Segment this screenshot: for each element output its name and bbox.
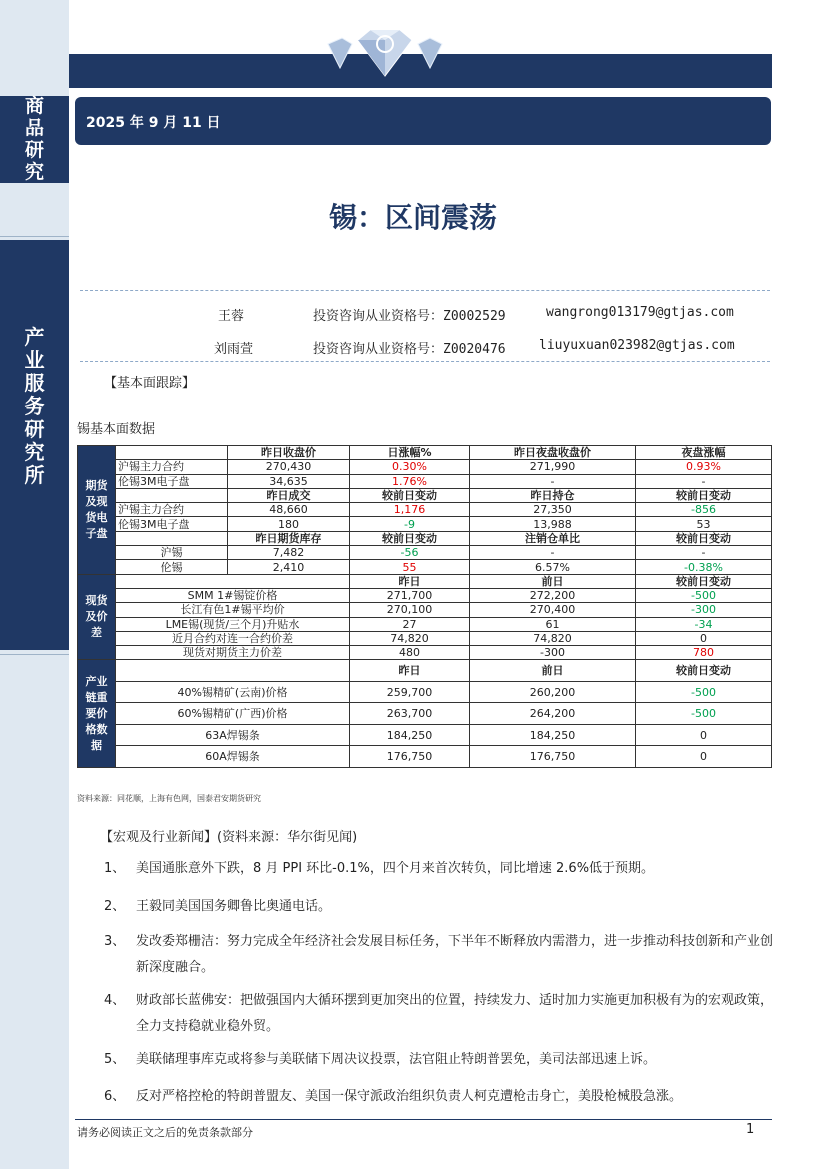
table-cell: 270,430 [228,460,350,474]
news-item [104,988,774,1040]
sidebar-char: 商 [24,95,44,117]
sidebar-divider [0,654,69,655]
table-cell: 0 [636,724,772,746]
row-label: LME锡(现货/三个月)升贴水 [116,617,350,631]
table-row [78,631,772,645]
table-cell: -500 [636,703,772,725]
table-row [78,724,772,746]
news-number: 3、 [104,934,126,949]
table-cell: 480 [350,646,470,660]
table-header-row [78,488,772,502]
column-header: 较前日变动 [636,660,772,682]
table-cell: 263,700 [350,703,470,725]
author-email[interactable]: liuyuxuan023982@gtjas.com [539,338,735,353]
author-cert: 投资咨询从业资格号：Z0002529 [313,309,506,324]
table-row [78,746,772,768]
column-header: 昨日收盘价 [228,446,350,460]
sidebar-char: 研 [24,417,45,441]
table-cell: 74,820 [350,631,470,645]
author-cert: 投资咨询从业资格号：Z0020476 [313,342,506,357]
table-row [78,503,772,517]
news-item [104,1084,774,1110]
table-cell: 270,100 [350,603,470,617]
news-heading: 【宏观及行业新闻】(资料来源：华尔街见闻) [100,830,358,845]
row-label: 伦锡3M电子盘 [116,517,228,531]
table-row [78,560,772,574]
table-cell: -500 [636,588,772,602]
section-heading: 【基本面跟踪】 [104,376,196,391]
table-cell: 264,200 [470,703,636,725]
table-cell: 176,750 [350,746,470,768]
table-row [78,617,772,631]
table-cell: 0 [636,631,772,645]
table-row [78,588,772,602]
column-header: 较前日变动 [350,531,470,545]
table-cell: 27 [350,617,470,631]
table-cell: 184,250 [350,724,470,746]
table-cell: 780 [636,646,772,660]
table-cell: 271,990 [470,460,636,474]
table-header-row [78,660,772,682]
news-item [104,929,774,981]
table-cell: 260,200 [470,681,636,703]
column-header: 昨日夜盘收盘价 [470,446,636,460]
group-label: 期货及现货电子盘 [78,446,116,575]
footer-line [75,1119,772,1120]
sidebar-char: 所 [24,463,45,487]
table-cell: -9 [350,517,470,531]
news-item [104,1047,774,1073]
column-header: 日涨幅% [350,446,470,460]
row-label: 现货对期货主力价差 [116,646,350,660]
sidebar-bottom [0,650,69,1169]
table-cell: 1.76% [350,474,470,488]
table-cell: 0.30% [350,460,470,474]
diamond-logo-icon [320,20,450,90]
row-label: 40%锡精矿(云南)价格 [116,681,350,703]
table-row [78,546,772,560]
author-name: 王蓉 [218,309,245,324]
sidebar-char: 研 [24,138,44,161]
column-header: 较前日变动 [636,574,772,588]
news-text: 发改委郑栅洁：努力完成全年经济社会发展目标任务，下半年不断释放内需潜力，进一步推动科技创新和产业创新深度融合。 [136,934,774,975]
news-number: 4、 [104,993,126,1008]
table-cell: 61 [470,617,636,631]
news-number: 6、 [104,1089,126,1104]
table-cell: -300 [636,603,772,617]
table-cell: 0.93% [636,460,772,474]
news-text: 王毅同美国国务卿鲁比奥通电话。 [136,899,332,914]
news-number: 2、 [104,899,126,914]
divider-line [80,290,770,291]
table-cell: -56 [350,546,470,560]
author-name: 刘雨萱 [214,342,254,357]
row-label: 近月合约对连一合约价差 [116,631,350,645]
table-row [78,646,772,660]
table-cell: 259,700 [350,681,470,703]
table-row [78,474,772,488]
divider-line [80,361,770,362]
sidebar-char: 服 [24,371,45,395]
column-header: 昨日 [350,660,470,682]
group-label: 产业链重要价格数据 [78,660,116,768]
sidebar-char: 产 [24,325,45,349]
sidebar-label-research [0,96,69,183]
table-cell: 0 [636,746,772,768]
news-item [104,894,774,920]
table-row [78,460,772,474]
news-number: 1、 [104,861,126,876]
table-cell: 53 [636,517,772,531]
table-cell: 180 [228,517,350,531]
column-header: 昨日持仓 [470,488,636,502]
sidebar-char: 究 [24,440,45,464]
table-cell: 13,988 [470,517,636,531]
sidebar-label-institute [0,326,69,487]
column-header: 昨日期货库存 [228,531,350,545]
table-cell: -300 [470,646,636,660]
table-header-row [78,446,772,460]
column-header: 前日 [470,660,636,682]
sidebar-char: 务 [24,394,45,418]
row-label: 伦锡3M电子盘 [116,474,228,488]
column-header: 昨日 [350,574,470,588]
row-label: 沪锡主力合约 [116,460,228,474]
column-header: 较前日变动 [350,488,470,502]
table-cell: 176,750 [470,746,636,768]
table-title: 锡基本面数据 [77,422,156,437]
row-label: SMM 1#锡锭价格 [116,588,350,602]
row-label: 60A焊锡条 [116,746,350,768]
table-cell: -34 [636,617,772,631]
table-cell: 55 [350,560,470,574]
table-cell: 48,660 [228,503,350,517]
tin-fundamentals-table [77,445,772,768]
table-cell: 2,410 [228,560,350,574]
news-text: 反对严格控枪的特朗普盟友、美国一保守派政治组织负责人柯克遭枪击身亡，美股枪械股急涨。 [136,1089,683,1104]
data-source-note: 资料来源：同花顺，上海有色网，国泰君安期货研究 [77,794,261,803]
sidebar-char: 业 [24,348,45,372]
column-header: 前日 [470,574,636,588]
news-text: 财政部长蓝佛安：把做强国内大循环摆到更加突出的位置，持续发力、适时加力实施更加积极有为的宏观政策，全力支持稳就业稳外贸。 [136,993,774,1034]
table-cell: - [636,546,772,560]
row-label: 63A焊锡条 [116,724,350,746]
column-header: 夜盘涨幅 [636,446,772,460]
news-item [104,856,774,882]
table-cell: 6.57% [470,560,636,574]
table-cell: 270,400 [470,603,636,617]
row-label: 60%锡精矿(广西)价格 [116,703,350,725]
table-cell: -856 [636,503,772,517]
sidebar-divider [0,236,69,237]
report-date: 2025 年 9 月 11 日 [86,115,221,131]
table-row [78,681,772,703]
report-title: 锡：区间震荡 [328,201,497,234]
table-cell: 271,700 [350,588,470,602]
news-number: 5、 [104,1052,126,1067]
disclaimer-note: 请务必阅读正文之后的免责条款部分 [77,1126,253,1139]
sidebar-char: 品 [24,116,44,139]
table-cell: 74,820 [470,631,636,645]
table-cell: 1,176 [350,503,470,517]
table-header-row [78,531,772,545]
group-label: 现货及价差 [78,574,116,660]
row-label: 沪锡主力合约 [116,503,228,517]
table-cell: - [470,474,636,488]
table-row [78,703,772,725]
table-cell: - [636,474,772,488]
table-cell: 34,635 [228,474,350,488]
column-header: 较前日变动 [636,488,772,502]
table-row [78,603,772,617]
table-cell: 272,200 [470,588,636,602]
row-label: 伦锡 [116,560,228,574]
table-cell: - [470,546,636,560]
row-label: 沪锡 [116,546,228,560]
column-header: 较前日变动 [636,531,772,545]
news-text: 美联储理事库克或将参与美联储下周决议投票，法官阻止特朗普罢免，美司法部迅速上诉。 [136,1052,657,1067]
column-header: 注销仓单比 [470,531,636,545]
table-cell: 184,250 [470,724,636,746]
sidebar-char: 究 [24,160,44,183]
table-cell: -500 [636,681,772,703]
table-header-row [78,574,772,588]
table-cell: 7,482 [228,546,350,560]
table-cell: 27,350 [470,503,636,517]
column-header: 昨日成交 [228,488,350,502]
news-text: 美国通胀意外下跌，8 月 PPI 环比-0.1%，四个月来首次转负，同比增速 2.6%低于预期。 [136,861,655,876]
author-email[interactable]: wangrong013179@gtjas.com [546,305,734,320]
table-row [78,517,772,531]
row-label: 长江有色1#锡平均价 [116,603,350,617]
table-cell: -0.38% [636,560,772,574]
page-number: 1 [746,1122,755,1137]
